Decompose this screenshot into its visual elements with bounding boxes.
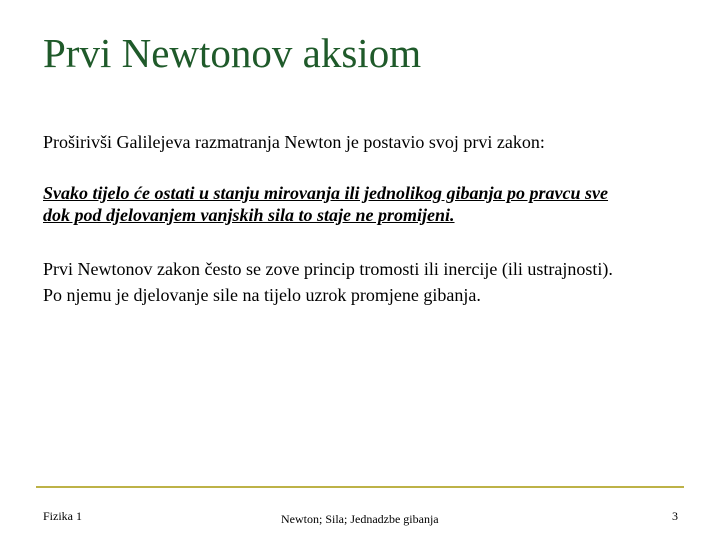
explanation-line-2: Po njemu je djelovanje sile na tijelo uzrok promjene gibanja. <box>43 285 481 305</box>
explanation-line-1: Prvi Newtonov zakon često se zove princip tromosti ili inercije (ili ustrajnosti). <box>43 259 613 279</box>
slide-title: Prvi Newtonov aksiom <box>43 30 422 76</box>
footer-course: Fizika 1 <box>43 509 82 523</box>
intro-text: Proširivši Galilejeva razmatranja Newton je postavio svoj prvi zakon: <box>43 132 545 152</box>
footer-topic: Newton; Sila; Jednadzbe gibanja <box>281 512 439 526</box>
first-law-line-1: Svako tijelo će ostati u stanju mirovanja ili jednolikog gibanja po pravcu sve <box>43 183 609 203</box>
first-law-line-2: dok pod djelovanjem vanjskih sila to staje ne promijeni. <box>43 205 455 225</box>
explanation-paragraph <box>43 256 613 308</box>
first-law-statement <box>43 182 608 226</box>
footer-divider <box>36 486 684 488</box>
page-number: 3 <box>672 509 678 523</box>
